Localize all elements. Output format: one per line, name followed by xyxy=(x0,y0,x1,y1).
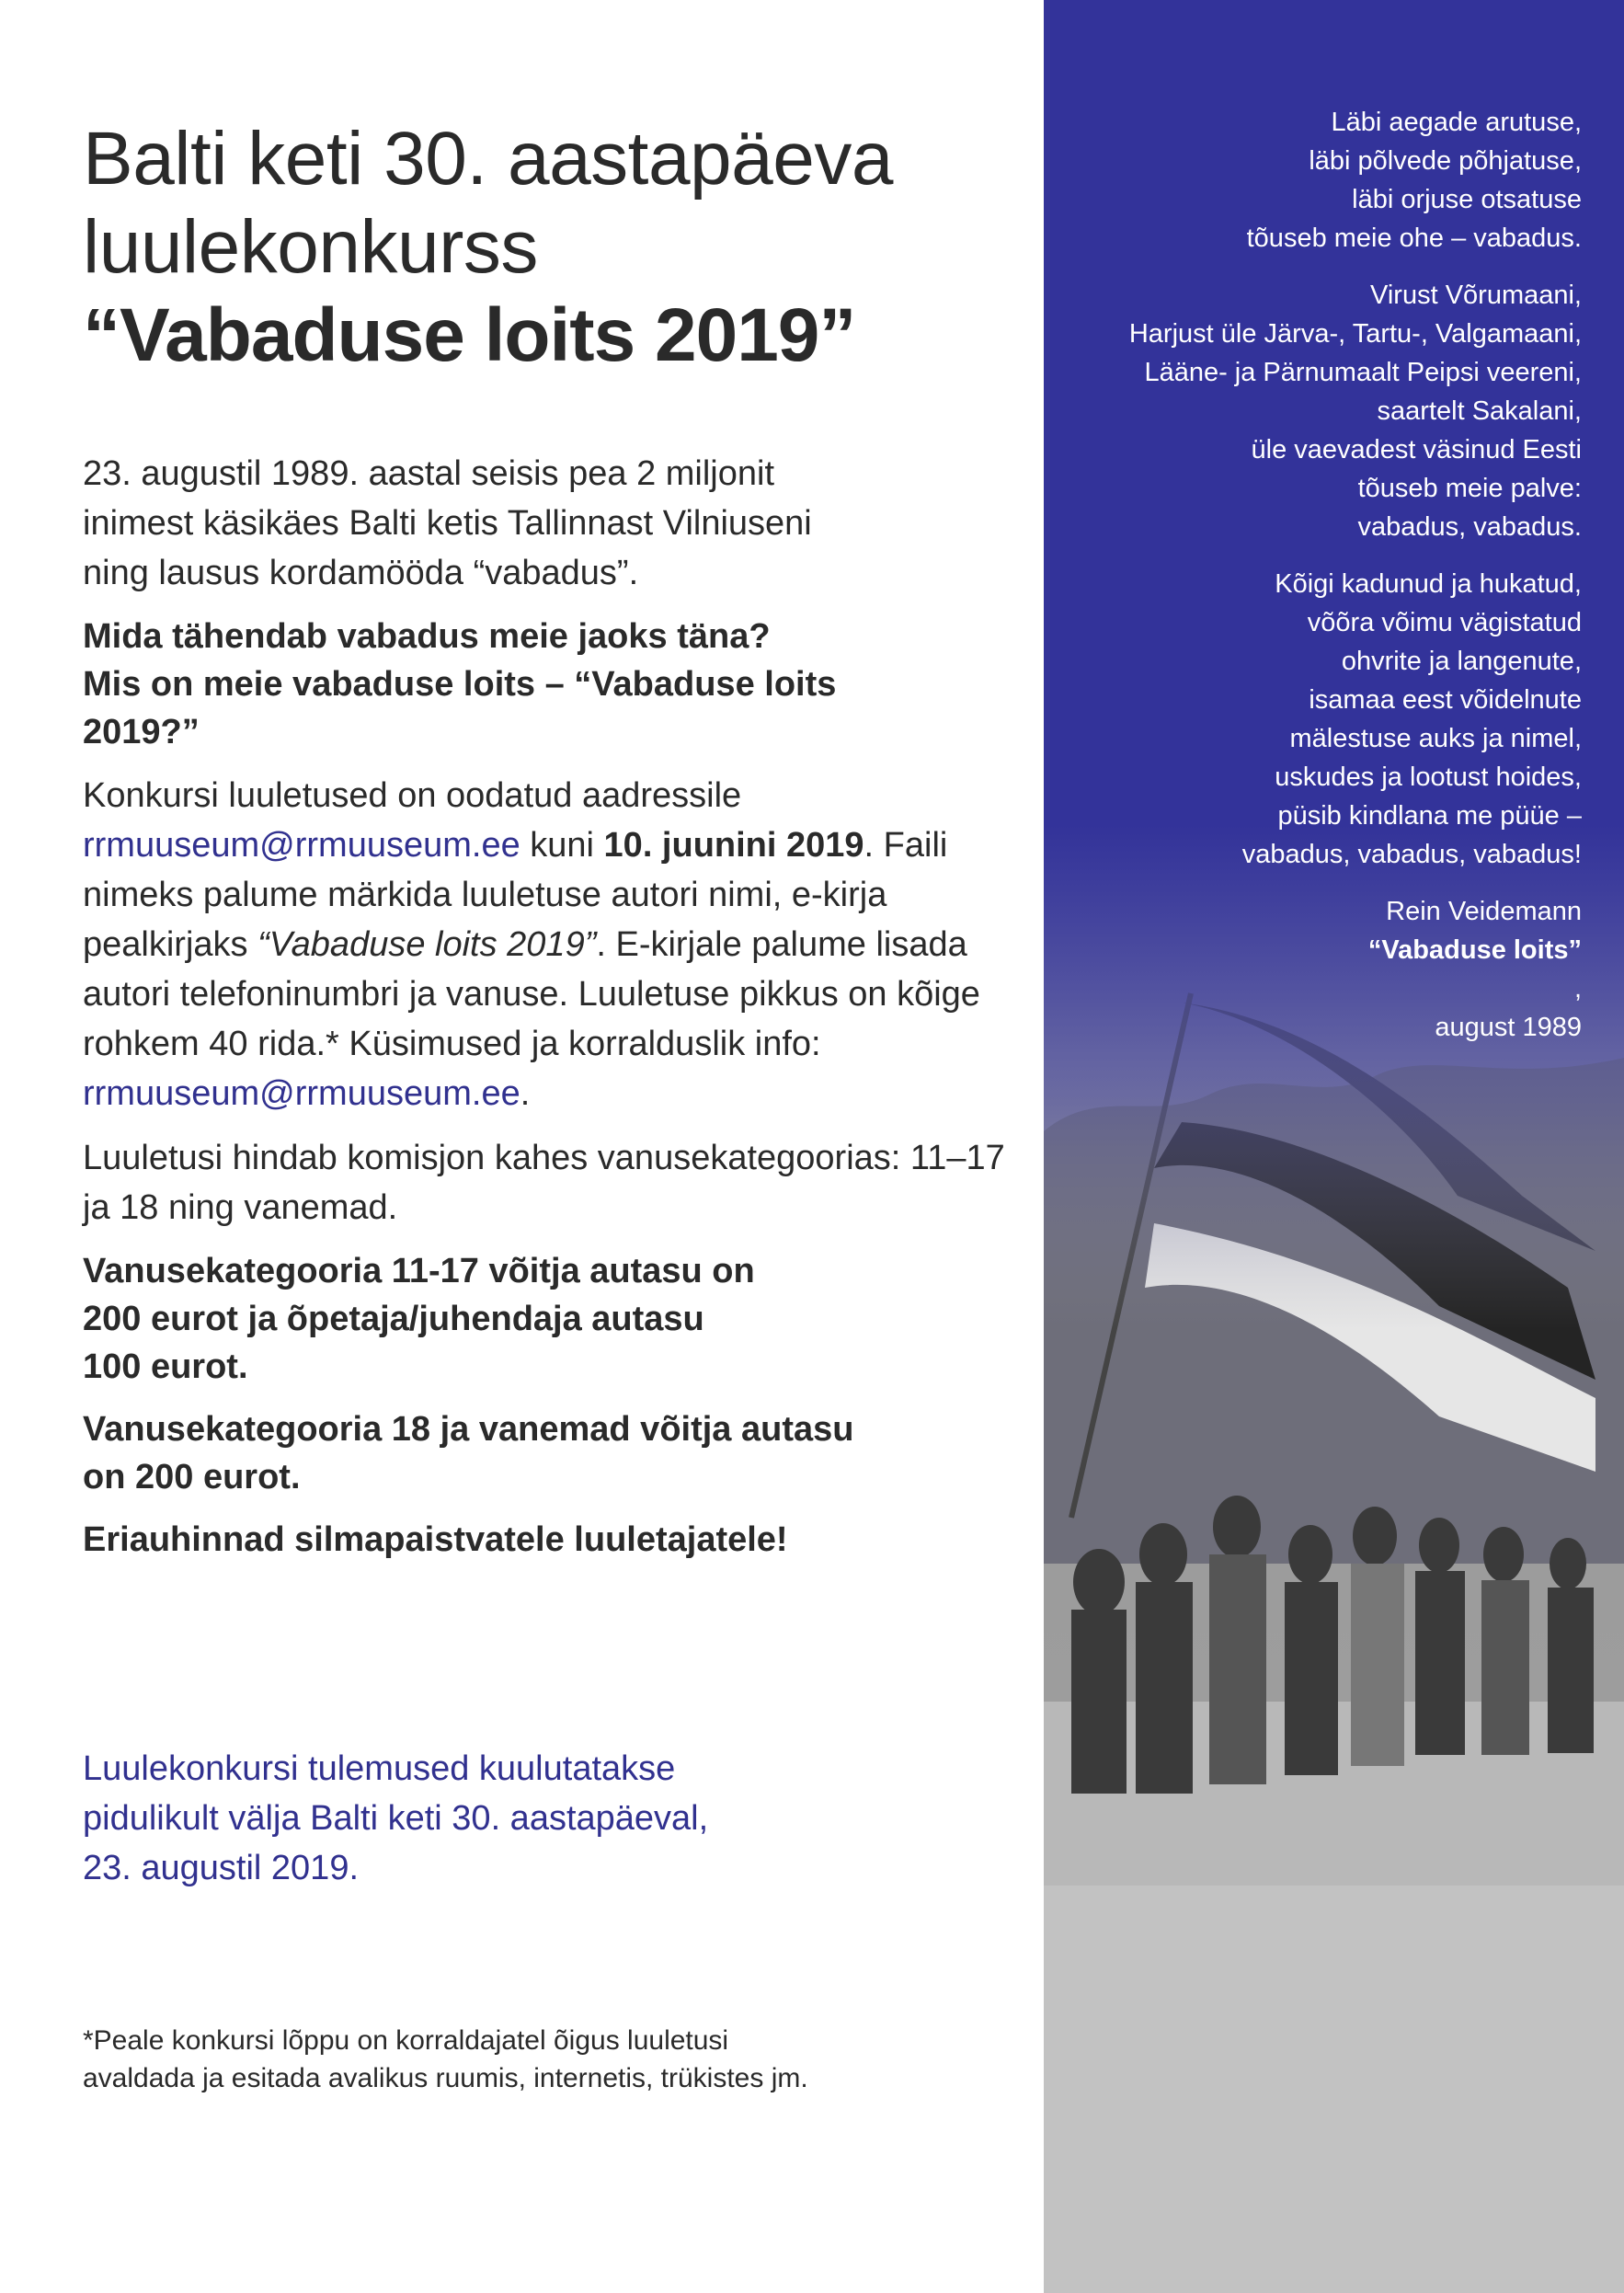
page-title xyxy=(83,115,1021,380)
intro-paragraph xyxy=(83,449,1012,598)
poem-line: uskudes ja lootust hoides, xyxy=(1275,762,1582,792)
poem-line: võõra võimu vägistatud xyxy=(1307,608,1582,637)
poem-line: püsib kindlana me püüe – xyxy=(1277,801,1582,831)
prize-1-paragraph xyxy=(83,1247,1012,1391)
prize-1-line-1: Vanusekategooria 11-17 võitja autasu on xyxy=(83,1252,755,1290)
intro-line-2: inimest käsikäes Balti ketis Tallinnast Vilniuseni xyxy=(83,504,812,543)
results-announcement xyxy=(83,1744,1012,1893)
results-line-1: Luulekonkursi tulemused kuulutatakse xyxy=(83,1749,676,1788)
footnote-line-1: *Peale konkursi lõppu on korraldajatel õigus luuletusi xyxy=(83,2025,729,2056)
poem-stanza-1 xyxy=(1067,103,1582,258)
poem-line: Virust Võrumaani, xyxy=(1370,281,1582,310)
email-subject-text: “Vabaduse loits 2019” xyxy=(257,925,597,964)
poem-work-title: “Vabaduse loits” xyxy=(1367,935,1582,965)
poem-line: tõuseb meie ohe – vabadus. xyxy=(1246,224,1582,253)
footnote xyxy=(83,2022,1012,2097)
poem-credit xyxy=(1067,892,1582,1047)
prize-2-line-1: Vanusekategooria 18 ja vanemad võitja autasu xyxy=(83,1410,854,1449)
poem-stanza-3 xyxy=(1067,565,1582,874)
prize-1-line-3: 100 eurot. xyxy=(83,1347,248,1386)
submission-text-4: . E-kirjale palume lisada autori telefoninumbri ja vanuse. Luuletuse pikkus on kõige rohkem 40 rida.* Küsimused ja korralduslik info: xyxy=(83,925,980,1063)
poem xyxy=(1067,103,1582,1047)
question-paragraph xyxy=(83,613,1012,756)
poem-stanza-2 xyxy=(1067,276,1582,546)
submission-text-1: Konkursi luuletused on oodatud aadressile xyxy=(83,776,742,815)
title-line-3: “Vabaduse loits 2019” xyxy=(83,293,856,377)
submission-text-5: . xyxy=(520,1074,531,1113)
poem-line: Harjust üle Järva-, Tartu-, Valgamaani, xyxy=(1128,319,1582,349)
email-link-2[interactable]: rrmuuseum@rrmuuseum.ee xyxy=(83,1074,520,1113)
poem-line: mälestuse auks ja nimel, xyxy=(1289,724,1582,753)
poem-line: üle vaevadest väsinud Eesti xyxy=(1251,435,1582,464)
poem-credit-comma: , xyxy=(1573,974,1582,1003)
poem-line: ohvrite ja langenute, xyxy=(1341,647,1582,676)
title-line-2: luulekonkurss xyxy=(83,205,538,289)
special-prizes-paragraph: Eriauhinnad silmapaistvatele luuletajatele! xyxy=(83,1520,788,1559)
deadline-text: 10. juunini 2019 xyxy=(603,826,864,865)
intro-line-1: 23. augustil 1989. aastal seisis pea 2 miljonit xyxy=(83,454,775,493)
title-line-1: Balti keti 30. aastapäeva xyxy=(83,117,893,201)
submission-text-3: . Faili nimeks palume märkida luuletuse autori nimi, e-kirja pealkirjaks xyxy=(83,826,948,964)
intro-line-3: ning lausus kordamööda “vabadus”. xyxy=(83,554,639,592)
poem-date: august 1989 xyxy=(1435,1013,1582,1042)
results-line-2: pidulikult välja Balti keti 30. aastapäeval, xyxy=(83,1799,709,1838)
footnote-line-2: avaldada ja esitada avalikus ruumis, internetis, trükistes jm. xyxy=(83,2063,808,2093)
poem-line: läbi orjuse otsatuse xyxy=(1352,185,1582,214)
question-line-2: Mis on meie vabaduse loits – “Vabaduse loits xyxy=(83,665,837,704)
question-line-1: Mida tähendab vabadus meie jaoks täna? xyxy=(83,617,771,656)
poem-line: Kõigi kadunud ja hukatud, xyxy=(1275,569,1582,599)
poem-line: vabadus, vabadus, vabadus! xyxy=(1241,840,1582,869)
poem-line: tõuseb meie palve: xyxy=(1357,474,1582,503)
poem-line: Läbi aegade arutuse, xyxy=(1331,108,1582,137)
body-text xyxy=(83,449,1012,1578)
submission-paragraph xyxy=(83,771,1012,1118)
prize-1-line-2: 200 eurot ja õpetaja/juhendaja autasu xyxy=(83,1300,704,1338)
question-line-3: 2019?” xyxy=(83,713,200,751)
prize-2-paragraph xyxy=(83,1405,1012,1501)
poem-line: saartelt Sakalani, xyxy=(1377,396,1582,426)
email-link-1[interactable]: rrmuuseum@rrmuuseum.ee xyxy=(83,826,520,865)
results-line-3: 23. augustil 2019. xyxy=(83,1849,360,1887)
poem-line: läbi põlvede põhjatuse, xyxy=(1309,146,1582,176)
poem-line: vabadus, vabadus. xyxy=(1357,512,1582,542)
prize-2-line-2: on 200 eurot. xyxy=(83,1458,301,1496)
poem-line: isamaa eest võidelnute xyxy=(1309,685,1582,715)
poem-panel xyxy=(1044,0,1624,2293)
poem-line: Lääne- ja Pärnumaalt Peipsi veereni, xyxy=(1144,358,1582,387)
judging-paragraph: Luuletusi hindab komisjon kahes vanusekategoorias: 11–17 ja 18 ning vanemad. xyxy=(83,1139,1005,1227)
poem-author: Rein Veidemann xyxy=(1386,897,1582,926)
submission-text-2: kuni xyxy=(520,826,604,865)
